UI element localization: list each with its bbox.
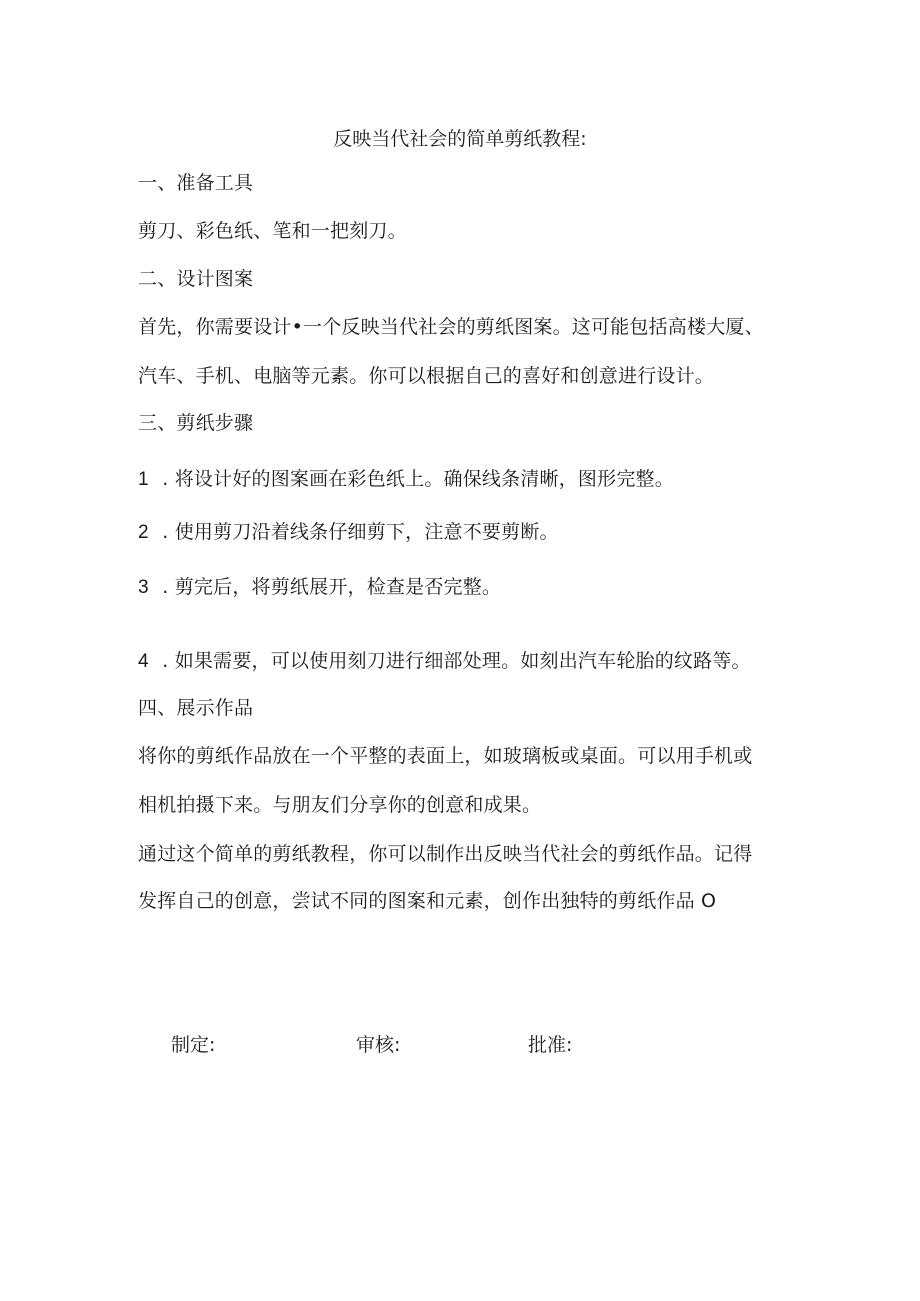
section-heading-tools: 一、准备工具 xyxy=(138,172,254,194)
design-text-line-2: 汽车、手机、电脑等元素。你可以根据自己的喜好和创意进行设计。 xyxy=(138,365,715,387)
section-heading-showcase: 四、展示作品 xyxy=(138,697,254,719)
footer-made-by: 制定: xyxy=(171,1034,216,1056)
step-item-2 xyxy=(138,520,559,545)
step-text: . 如果需要，可以使用刻刀进行细部处理。如刻出汽车轮胎的纹路等。 xyxy=(156,650,751,672)
footer-approved-by: 批准: xyxy=(528,1034,573,1056)
step-number: 4 xyxy=(138,651,149,672)
step-item-1 xyxy=(138,467,674,492)
step-text: . 剪完后，将剪纸展开，检查是否完整。 xyxy=(156,576,502,598)
step-number: 3 xyxy=(138,577,149,598)
step-number: 1 xyxy=(138,469,149,490)
section-heading-steps: 三、剪纸步骤 xyxy=(138,412,254,434)
footer-reviewed-by: 审核: xyxy=(356,1034,401,1056)
conclusion-line-1: 通过这个简单的剪纸教程，你可以制作出反映当代社会的剪纸作品。记得 xyxy=(138,843,753,865)
step-number: 2 xyxy=(138,522,149,543)
step-item-3 xyxy=(138,575,501,600)
showcase-text-line-2: 相机拍摄下来。与朋友们分享你的创意和成果。 xyxy=(138,794,542,816)
document-title: 反映当代社会的简单剪纸教程: xyxy=(333,128,587,150)
step-text: . 使用剪刀沿着线条仔细剪下，注意不要剪断。 xyxy=(156,521,559,543)
design-text-line-1: 首先，你需要设计•一个反映当代社会的剪纸图案。这可能包括高楼大厦、 xyxy=(138,316,764,338)
section-heading-design: 二、设计图案 xyxy=(138,268,254,290)
conclusion-line-2: 发挥自己的创意，尝试不同的图案和元素，创作出独特的剪纸作品 O xyxy=(138,890,717,912)
showcase-text-line-1: 将你的剪纸作品放在一个平整的表面上，如玻璃板或桌面。可以用手机或 xyxy=(138,745,753,767)
tools-text: 剪刀、彩色纸、笔和一把刻刀。 xyxy=(138,220,407,242)
step-item-4 xyxy=(138,649,751,674)
step-text: . 将设计好的图案画在彩色纸上。确保线条清晰，图形完整。 xyxy=(156,468,674,490)
